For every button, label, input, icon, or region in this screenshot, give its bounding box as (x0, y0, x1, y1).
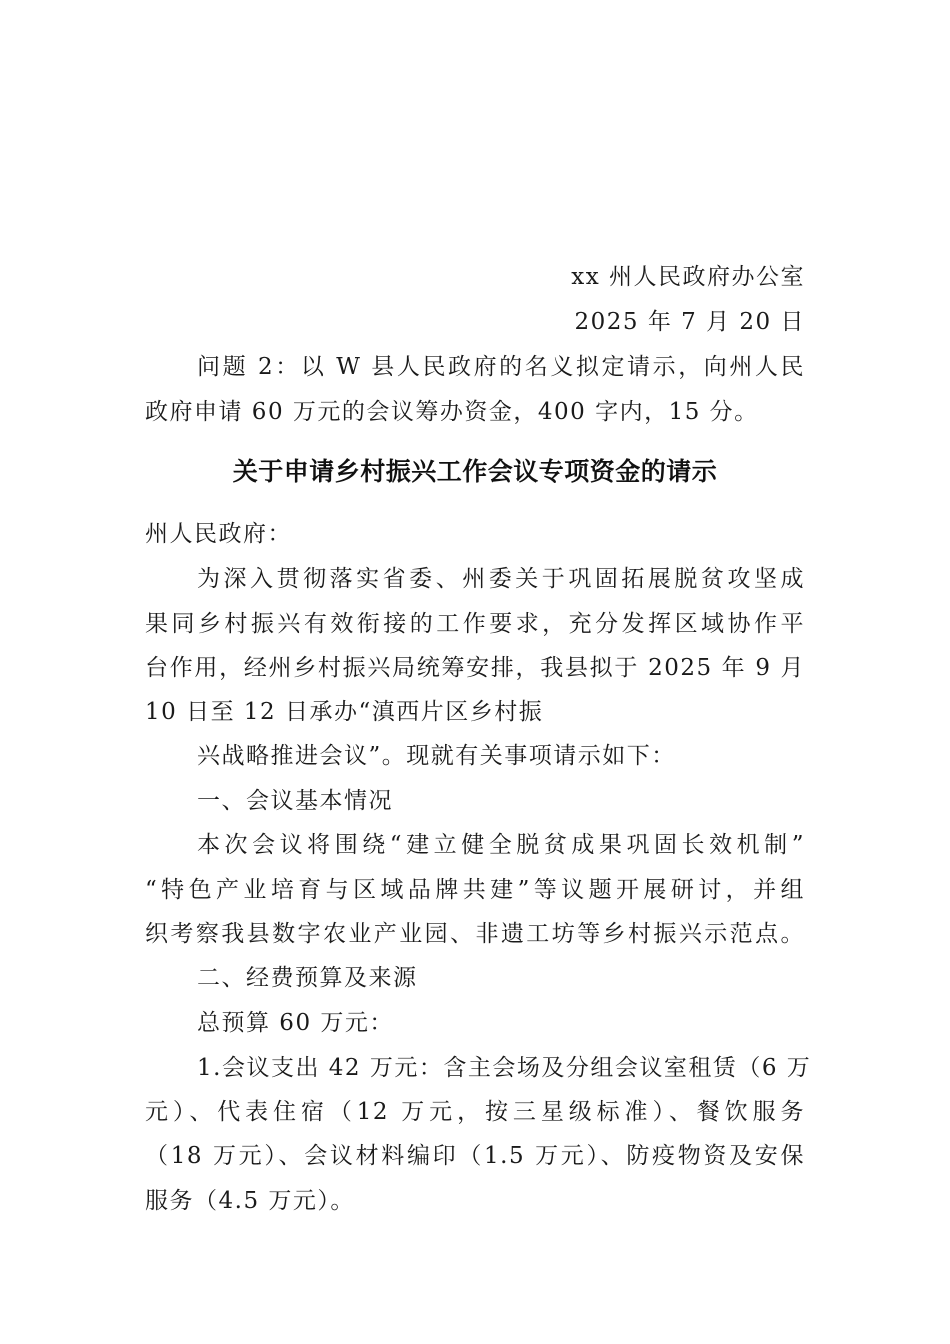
section-1-line-1: 本次会议将围绕“建立健全脱贫成果巩固长效机制” (197, 832, 805, 858)
total-budget-line: 总预算 60 万元： (197, 1010, 394, 1036)
section-1-line-3: 织考察我县数字农业产业园、非遗工坊等乡村振兴示范点。 (145, 921, 805, 947)
intro-line-4: 10 日至 12 日承办“滇西片区乡村振 (145, 699, 544, 725)
section-2-heading: 二、经费预算及来源 (197, 965, 418, 991)
item-1-line-4: 服务（4.5 万元）。 (145, 1188, 355, 1214)
intro-line-1: 为深入贯彻落实省委、州委关于巩固拓展脱贫攻坚成 (197, 566, 805, 592)
section-1-line-2: “特色产业培育与区域品牌共建”等议题开展研讨，并组 (145, 877, 805, 903)
question-line-2: 政府申请 60 万元的会议筹办资金，400 字内，15 分。 (145, 399, 759, 425)
sender-line: xx 州人民政府办公室 (571, 264, 805, 290)
salutation: 州人民政府： (145, 521, 292, 547)
intro-line-2: 果同乡村振兴有效衔接的工作要求，充分发挥区域协作平 (145, 611, 805, 637)
intro-line-5: 兴战略推进会议”。现就有关事项请示如下： (197, 743, 676, 769)
item-1-line-3: （18 万元）、会议材料编印（1.5 万元）、防疫物资及安保 (145, 1143, 805, 1169)
document-title: 关于申请乡村振兴工作会议专项资金的请示 (232, 457, 718, 486)
question-line-1: 问题 2：以 W 县人民政府的名义拟定请示，向州人民 (197, 354, 805, 380)
section-1-heading: 一、会议基本情况 (197, 788, 393, 814)
item-1-line-2: 元）、代表住宿（12 万元，按三星级标准）、餐饮服务 (145, 1099, 805, 1125)
item-1-line-1: 1.会议支出 42 万元：含主会场及分组会议室租赁（6 万 (197, 1055, 812, 1081)
intro-line-3: 台作用，经州乡村振兴局统筹安排，我县拟于 2025 年 9 月 (145, 655, 805, 681)
date-line: 2025 年 7 月 20 日 (574, 309, 805, 335)
